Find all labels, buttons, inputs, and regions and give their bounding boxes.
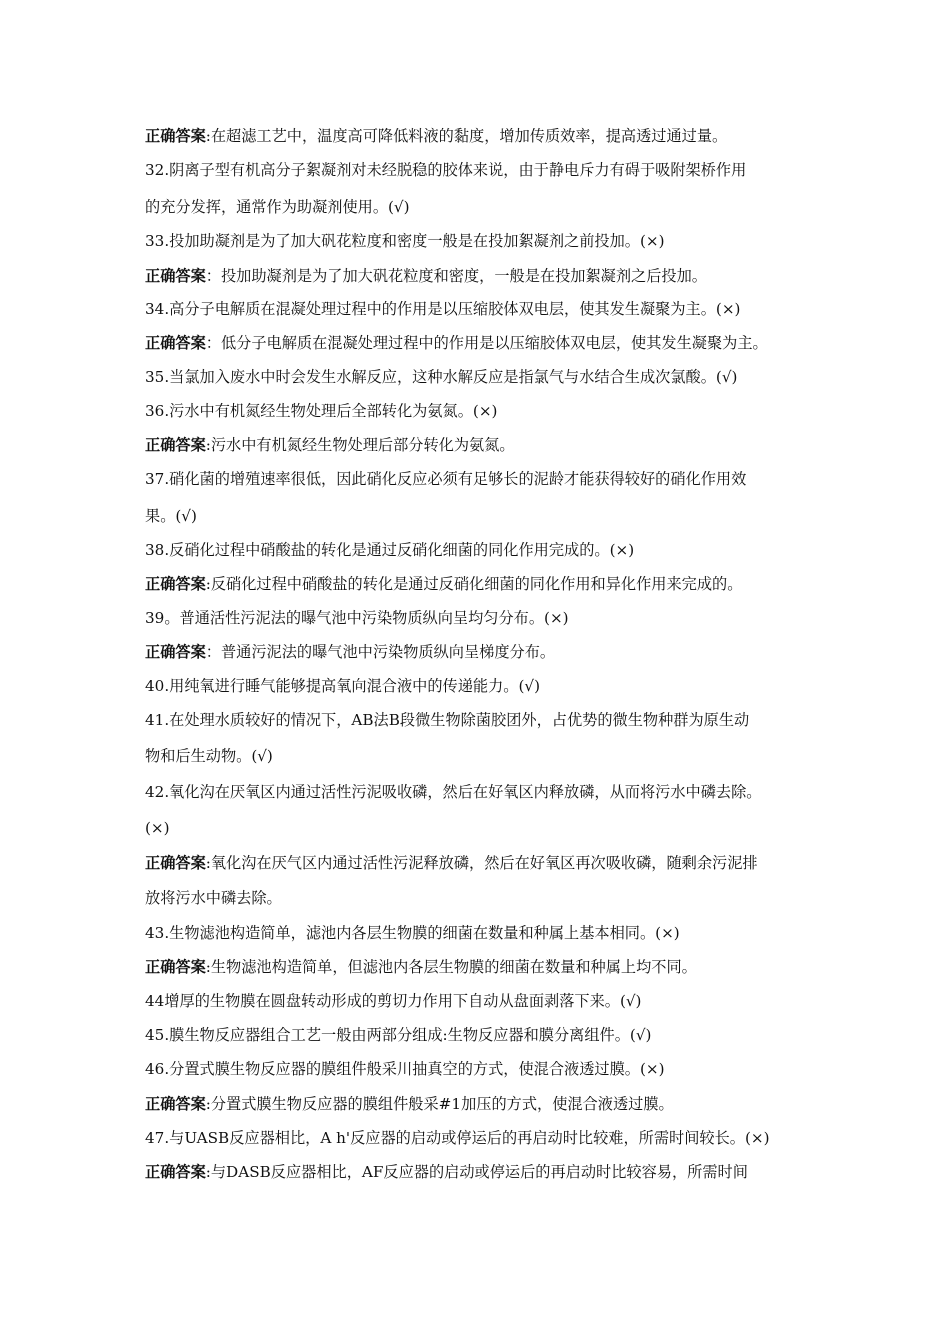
question-line: [145, 540, 634, 560]
answer-line: [145, 435, 515, 455]
line-text: 41.在处理水质较好的情况下，AB法B段微生物除菌胶团外，占优势的微生物种群为原生动: [145, 711, 750, 729]
answer-label: 正确答案: [145, 575, 206, 593]
answer-label: 正确答案: [145, 436, 206, 454]
answer-line: [145, 333, 768, 353]
question-line: [145, 1128, 770, 1148]
line-text: 47.与UASB反应器相比，A h'反应器的启动或停运后的再启动时比较难，所需时间较长。(×): [145, 1129, 770, 1147]
line-text: 果。(√): [145, 507, 197, 525]
question-line: [145, 299, 740, 319]
line-text: (×): [145, 819, 170, 837]
answer-line: [145, 266, 707, 286]
answer-label: 正确答案: [145, 334, 206, 352]
line-text: 43.生物滤池构造简单，滤池内各层生物膜的细菌在数量和种属上基本相同。(×): [145, 924, 680, 942]
line-text: 44增厚的生物膜在圆盘转动形成的剪切力作用下自动从盘面剥落下来。(√): [145, 992, 642, 1010]
question-line: [145, 401, 497, 421]
line-text: ：普通污泥法的曝气池中污染物质纵向呈梯度分布。: [205, 643, 556, 661]
question-line: [145, 160, 746, 180]
answer-line: [145, 1094, 674, 1114]
answer-line: [145, 574, 742, 594]
answer-label: 正确答案: [145, 958, 206, 976]
line-text: ：投加助凝剂是为了加大矾花粒度和密度，一般是在投加絮凝剂之后投加。: [205, 267, 707, 285]
line-text: ：低分子电解质在混凝处理过程中的作用是以压缩胶体双电层，使其发生凝聚为主。: [205, 334, 768, 352]
line-text: 物和后生动物。(√): [145, 747, 273, 765]
question-line: [145, 197, 410, 217]
question-line: [145, 818, 170, 838]
line-text: 32.阴离子型有机高分子絮凝剂对未经脱稳的胶体来说，由于静电斥力有碍于吸附架桥作用: [145, 161, 747, 179]
answer-line: [145, 1162, 748, 1182]
question-line: [145, 367, 737, 387]
question-line: [145, 1059, 665, 1079]
question-line: [145, 608, 569, 628]
question-line: [145, 746, 273, 766]
question-line: [145, 1025, 651, 1045]
line-text: 45.膜生物反应器组合工艺一般由两部分组成:生物反应器和膜分离组件。(√): [145, 1026, 652, 1044]
line-text: 33.投加助凝剂是为了加大矾花粒度和密度一般是在投加絮凝剂之前投加。(×): [145, 232, 665, 250]
line-text: 40.用纯氧进行睡气能够提高氧向混合液中的传递能力。(√): [145, 677, 540, 695]
question-line: [145, 676, 540, 696]
answer-label: 正确答案: [145, 267, 206, 285]
question-line: [145, 506, 197, 526]
line-text: 39。普通活性污泥法的曝气池中污染物质纵向呈均匀分布。(×): [145, 609, 569, 627]
question-line: [145, 469, 746, 489]
line-text: :氧化沟在厌气区内通过活性污泥释放磷，然后在好氧区再次吸收磷，随剩余污泥排: [205, 854, 758, 872]
line-text: :反硝化过程中硝酸盐的转化是通过反硝化细菌的同化作用和异化作用来完成的。: [205, 575, 743, 593]
line-text: 38.反硝化过程中硝酸盐的转化是通过反硝化细菌的同化作用完成的。(×): [145, 541, 635, 559]
answer-line: [145, 957, 697, 977]
question-line: [145, 782, 761, 802]
line-text: 36.污水中有机氮经生物处理后全部转化为氨氮。(×): [145, 402, 498, 420]
line-text: :与DASB反应器相比，AF反应器的启动或停运后的再启动时比较容易，所需时间: [205, 1163, 748, 1181]
answer-label: 正确答案: [145, 127, 206, 145]
line-text: :污水中有机氮经生物处理后部分转化为氨氮。: [205, 436, 515, 454]
question-line: [145, 991, 641, 1011]
line-text: 35.当氯加入废水中时会发生水解反应，这种水解反应是指氯气与水结合生成次氯酸。(√): [145, 368, 738, 386]
answer-label: 正确答案: [145, 854, 206, 872]
line-text: 46.分置式膜生物反应器的膜组件般采川抽真空的方式，使混合液透过膜。(×): [145, 1060, 665, 1078]
question-line: [145, 923, 680, 943]
answer-line: [145, 126, 727, 146]
line-text: :在超滤工艺中，温度高可降低料液的黏度，增加传质效率，提高透过通过量。: [205, 127, 728, 145]
answer-label: 正确答案: [145, 1163, 206, 1181]
line-text: 42.氧化沟在厌氧区内通过活性污泥吸收磷，然后在好氧区内释放磷，从而将污水中磷去除。: [145, 783, 762, 801]
line-text: 放将污水中磷去除。: [145, 889, 282, 907]
question-line: [145, 231, 665, 251]
question-line: [145, 710, 749, 730]
answer-line: [145, 853, 758, 873]
answer-label: 正确答案: [145, 1095, 206, 1113]
answer-line: [145, 888, 282, 908]
line-text: 的充分发挥，通常作为助凝剂使用。(√): [145, 198, 410, 216]
answer-line: [145, 642, 555, 662]
line-text: 34.高分子电解质在混凝处理过程中的作用是以压缩胶体双电层，使其发生凝聚为主。(×): [145, 300, 741, 318]
line-text: :分置式膜生物反应器的膜组件般采#1加压的方式，使混合液透过膜。: [205, 1095, 674, 1113]
line-text: 37.硝化菌的增殖速率很低，因此硝化反应必须有足够长的泥龄才能获得较好的硝化作用效: [145, 470, 747, 488]
answer-label: 正确答案: [145, 643, 206, 661]
line-text: :生物滤池构造简单，但滤池内各层生物膜的细菌在数量和种属上均不同。: [205, 958, 697, 976]
